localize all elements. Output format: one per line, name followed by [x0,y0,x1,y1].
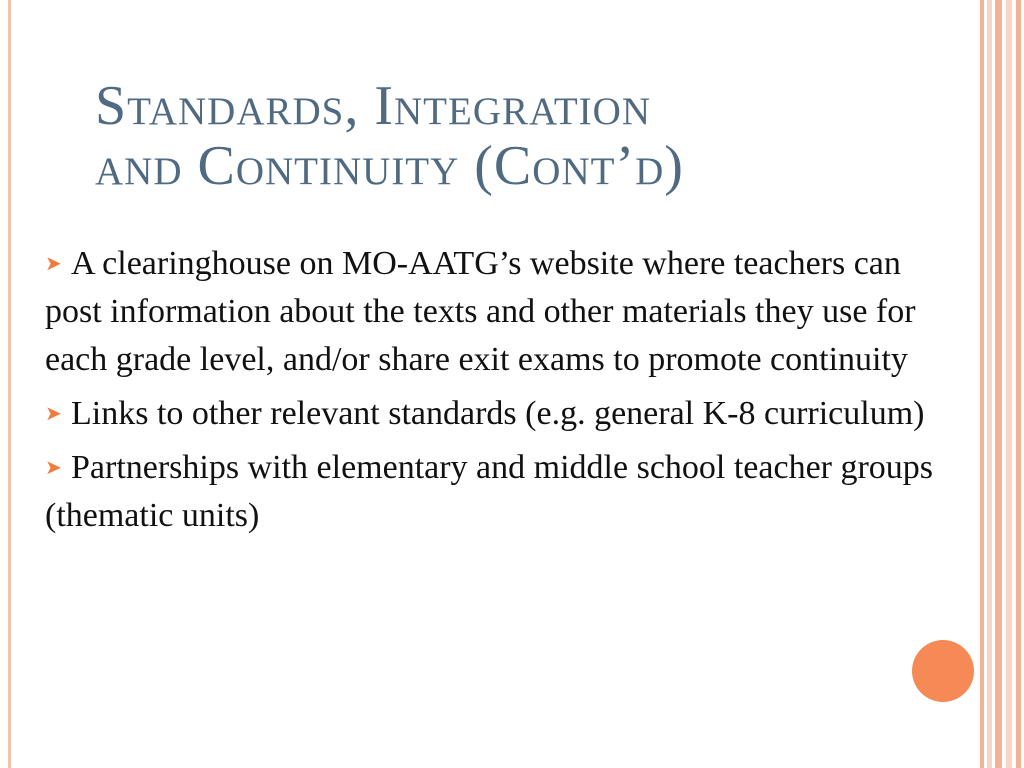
left-border-line [8,0,11,768]
decorative-stripes [976,0,1024,768]
decorative-circle [912,640,974,702]
arrow-bullet-icon: ➤ [45,403,62,425]
bullet-text: Partnerships with elementary and middle school teacher groups (thematic units) [45,449,934,534]
bullet-item [45,390,945,438]
title-line-1: Standards, Integration [95,75,651,137]
title-line-2: and Continuity (Cont’d) [95,135,684,197]
bullet-text: Links to other relevant standards (e.g. general K-8 curriculum) [71,395,925,432]
stripe [1016,0,1021,768]
stripe [980,0,984,768]
slide-title [95,76,975,196]
bullet-text: A clearinghouse on MO-AATG’s website where teachers can post information about the texts and other materials they use for each grade level, and/or share exit exams to promote continuity [45,245,916,378]
arrow-bullet-icon: ➤ [45,253,62,275]
stripe [995,0,1002,768]
bullet-list [45,240,945,546]
bullet-item [45,240,945,384]
bullet-item [45,444,945,540]
arrow-bullet-icon: ➤ [45,457,62,479]
stripe [987,0,992,768]
stripe [1006,0,1012,768]
